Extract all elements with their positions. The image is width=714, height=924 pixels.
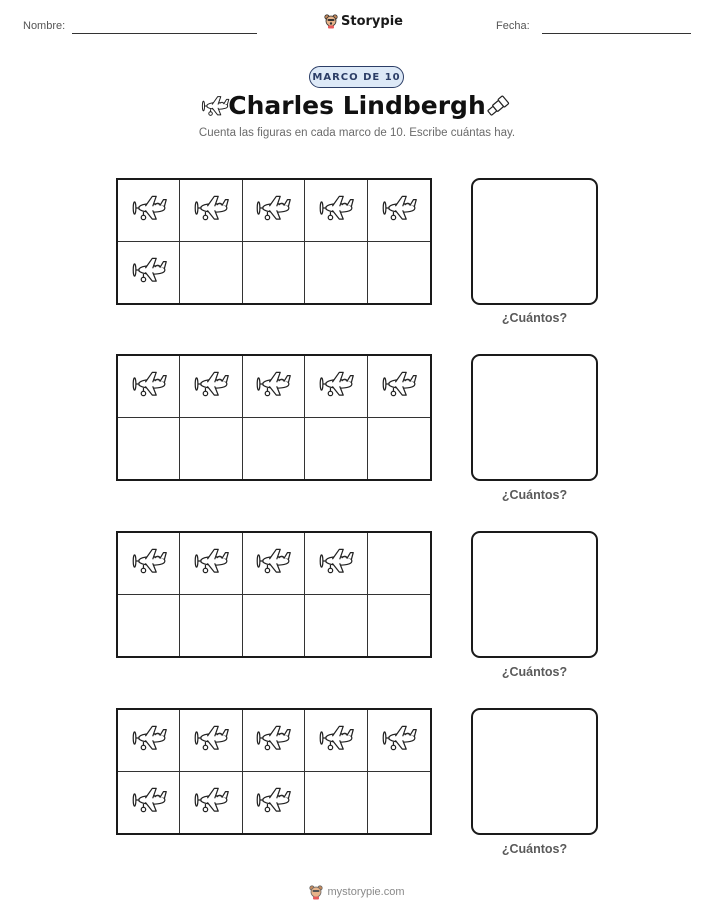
frame-cell xyxy=(305,772,367,834)
frame-cell xyxy=(180,418,242,480)
footer-url: mystorypie.com xyxy=(327,886,405,898)
airplane-icon xyxy=(129,723,169,757)
frame-cell xyxy=(305,180,367,242)
brand-name: Storypie xyxy=(341,13,403,29)
airplane-icon xyxy=(379,193,419,227)
airplane-icon xyxy=(253,785,293,819)
airplane-icon xyxy=(191,723,231,757)
answer-box[interactable] xyxy=(471,708,598,835)
frame-cell xyxy=(368,418,430,480)
answer-box[interactable] xyxy=(471,178,598,305)
answer-label: ¿Cuántos? xyxy=(501,488,568,502)
frame-cell xyxy=(180,710,242,772)
frame-cell xyxy=(243,356,305,418)
ten-frame xyxy=(116,354,432,481)
frame-cell xyxy=(180,356,242,418)
date-field[interactable] xyxy=(542,33,691,34)
airplane-icon xyxy=(191,546,231,580)
airplane-icon xyxy=(129,255,169,289)
airplane-icon xyxy=(316,723,356,757)
worksheet-type-badge: MARCO DE 10 xyxy=(309,66,404,88)
frame-cell xyxy=(180,595,242,657)
airplane-icon xyxy=(129,785,169,819)
frame-cell xyxy=(305,595,367,657)
airplane-icon xyxy=(129,546,169,580)
airplane-icon xyxy=(191,369,231,403)
frame-cell xyxy=(368,180,430,242)
airplane-icon xyxy=(253,369,293,403)
frame-cell xyxy=(305,710,367,772)
airplane-icon xyxy=(253,723,293,757)
frame-cell xyxy=(118,242,180,304)
frame-cell xyxy=(243,772,305,834)
frame-cell xyxy=(368,533,430,595)
page-title: Charles Lindbergh xyxy=(228,91,486,120)
telescope-icon xyxy=(484,94,512,122)
airplane-icon xyxy=(129,369,169,403)
frame-cell xyxy=(305,242,367,304)
frame-cell xyxy=(118,595,180,657)
frame-cell xyxy=(305,418,367,480)
bear-mascot-icon xyxy=(324,13,338,29)
answer-label: ¿Cuántos? xyxy=(501,842,568,856)
airplane-icon xyxy=(253,546,293,580)
frame-cell xyxy=(368,356,430,418)
answer-box[interactable] xyxy=(471,354,598,481)
airplane-icon xyxy=(379,369,419,403)
frame-cell xyxy=(368,710,430,772)
bear-mascot-icon xyxy=(309,884,323,900)
frame-cell xyxy=(305,533,367,595)
frame-cell xyxy=(368,772,430,834)
frame-cell xyxy=(243,595,305,657)
airplane-icon xyxy=(316,369,356,403)
instructions: Cuenta las figuras en cada marco de 10. Escribe cuántas hay. xyxy=(198,127,516,139)
frame-cell xyxy=(118,772,180,834)
airplane-icon xyxy=(191,785,231,819)
ten-frame xyxy=(116,708,432,835)
brand-logo xyxy=(324,13,403,29)
ten-frame xyxy=(116,531,432,658)
frame-cell xyxy=(180,180,242,242)
airplane-icon xyxy=(253,193,293,227)
frame-cell xyxy=(118,180,180,242)
frame-cell xyxy=(180,242,242,304)
footer xyxy=(0,884,714,900)
frame-cell xyxy=(118,356,180,418)
airplane-icon xyxy=(316,546,356,580)
answer-label: ¿Cuántos? xyxy=(501,311,568,325)
frame-cell xyxy=(118,710,180,772)
frame-cell xyxy=(368,595,430,657)
airplane-icon xyxy=(316,193,356,227)
airplane-icon xyxy=(379,723,419,757)
airplane-icon xyxy=(129,193,169,227)
answer-box[interactable] xyxy=(471,531,598,658)
ten-frame xyxy=(116,178,432,305)
frame-cell xyxy=(243,533,305,595)
frame-cell xyxy=(243,418,305,480)
frame-cell xyxy=(243,710,305,772)
frame-cell xyxy=(118,418,180,480)
frame-cell xyxy=(118,533,180,595)
frame-cell xyxy=(243,242,305,304)
frame-cell xyxy=(243,180,305,242)
frame-cell xyxy=(305,356,367,418)
name-field[interactable] xyxy=(72,33,257,34)
date-label: Fecha: xyxy=(496,20,530,32)
frame-cell xyxy=(180,772,242,834)
name-label: Nombre: xyxy=(23,20,66,32)
answer-label: ¿Cuántos? xyxy=(501,665,568,679)
airplane-icon xyxy=(191,193,231,227)
frame-cell xyxy=(180,533,242,595)
frame-cell xyxy=(368,242,430,304)
